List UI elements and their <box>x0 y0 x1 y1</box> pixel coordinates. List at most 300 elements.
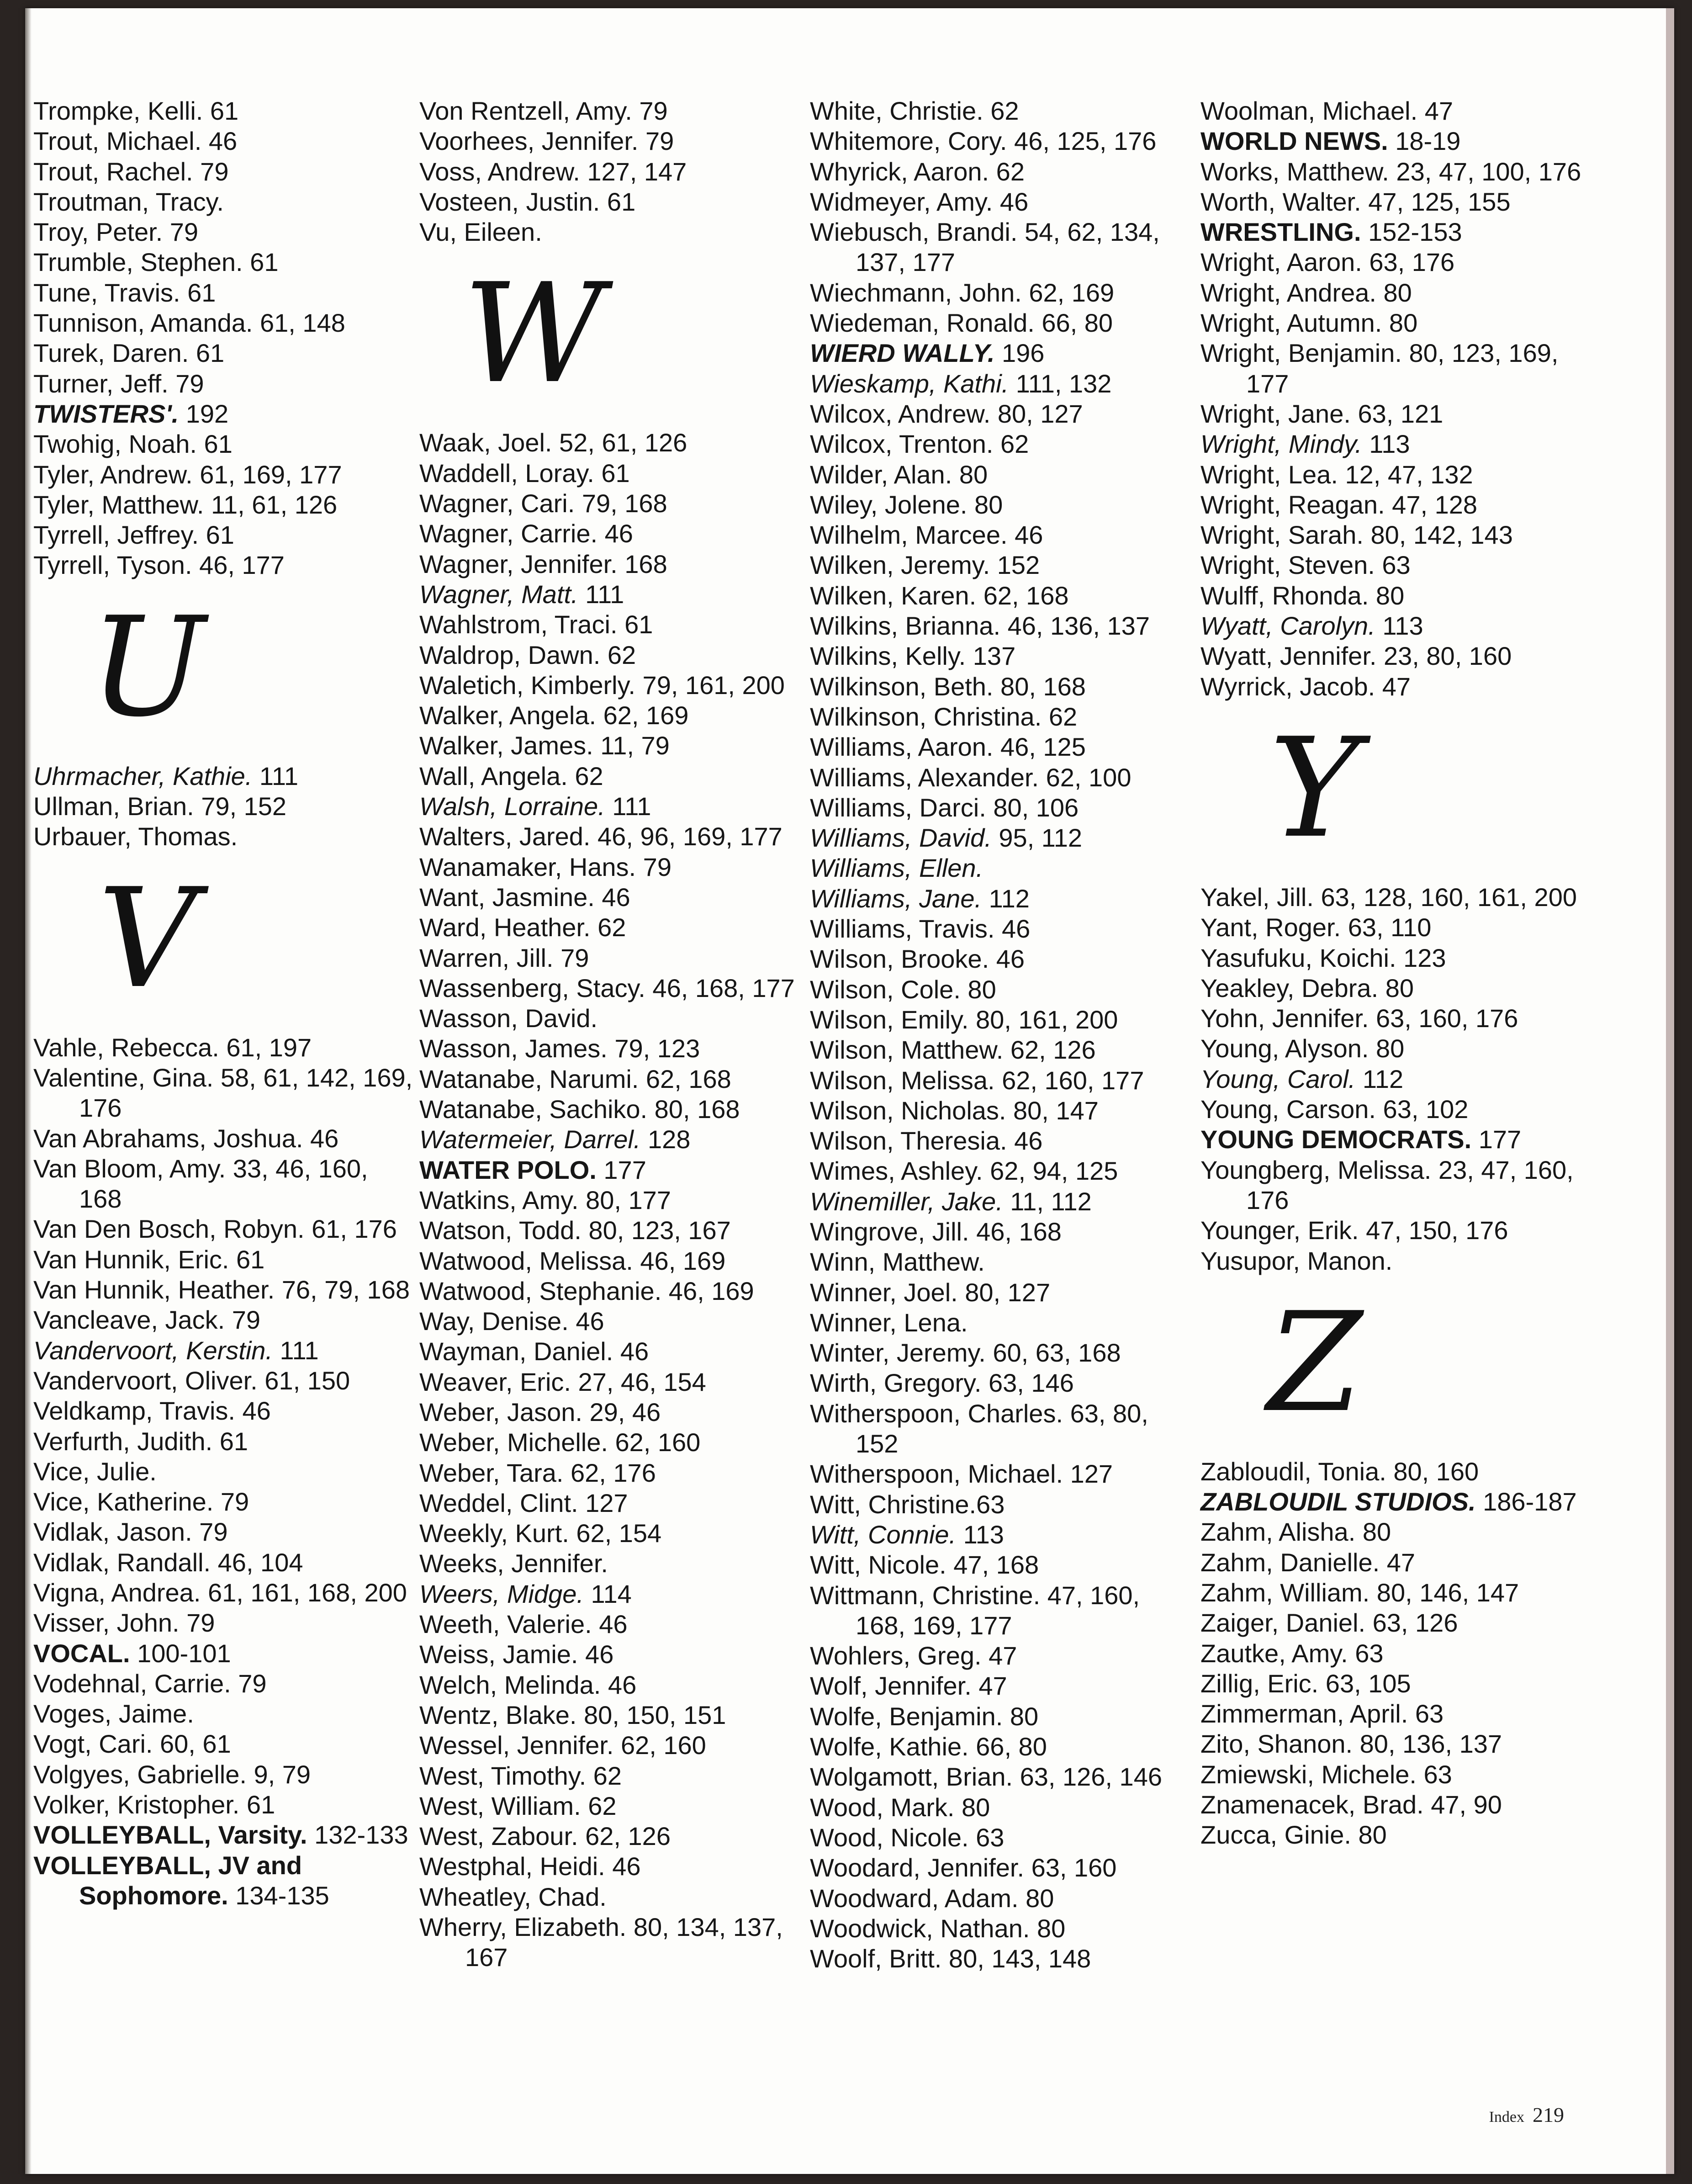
entry-text: Vahle, Rebecca. 61, 197 <box>33 1033 312 1062</box>
entry-text: Volgyes, Gabrielle. 9, 79 <box>33 1760 311 1789</box>
entry-text: Woolman, Michael. 47 <box>1200 96 1453 125</box>
entry-text: Young, Carson. 63, 102 <box>1200 1095 1469 1124</box>
index-entry <box>33 1245 417 1275</box>
entry-text: Wiedeman, Ronald. 66, 80 <box>810 308 1113 338</box>
index-entry <box>810 1520 1194 1550</box>
entry-text: Vodehnal, Carrie. 79 <box>33 1669 267 1698</box>
entry-text: Zucca, Ginie. 80 <box>1200 1820 1387 1850</box>
index-topic-entry <box>33 1638 417 1669</box>
entry-pages: 192 <box>185 399 229 428</box>
entry-text: Works, Matthew. 23, 47, 100, 176 <box>1200 157 1581 186</box>
index-entry <box>419 610 803 640</box>
entry-text: Tyrrell, Jeffrey. 61 <box>33 520 234 550</box>
entry-text: Wilcox, Andrew. 80, 127 <box>810 399 1083 428</box>
entry-text: Welch, Melinda. 46 <box>419 1670 637 1699</box>
index-entry <box>419 1488 803 1518</box>
index-entry <box>419 488 803 519</box>
entry-text: Trout, Michael. 46 <box>33 127 238 156</box>
index-entry <box>419 1276 803 1306</box>
index-entry <box>810 1792 1194 1823</box>
entry-text: Voges, Jaime. <box>33 1699 194 1728</box>
entry-pages: 132-133 <box>314 1820 408 1850</box>
index-entry <box>810 1156 1194 1186</box>
index-entry <box>1200 187 1584 217</box>
entry-text: Woodward, Adam. 80 <box>810 1883 1054 1913</box>
entry-text: Tyler, Andrew. 61, 169, 177 <box>33 460 342 489</box>
entry-text: Wiebusch, Brandi. 54, 62, 134, 137, 177 <box>810 217 1160 277</box>
entry-text: Wolfe, Benjamin. 80 <box>810 1702 1039 1731</box>
index-entry <box>1200 490 1584 520</box>
entry-text: Witt, Nicole. 47, 168 <box>810 1550 1039 1580</box>
entry-text: Wilson, Melissa. 62, 160, 177 <box>810 1065 1144 1095</box>
entry-text: Wilson, Emily. 80, 161, 200 <box>810 1005 1118 1034</box>
entry-text: Wright, Autumn. 80 <box>1200 308 1418 338</box>
index-entry <box>1200 1246 1584 1276</box>
index-entry <box>810 460 1194 490</box>
entry-text: Whyrick, Aaron. 62 <box>810 157 1025 186</box>
entry-text: Watermeier, Darrel. <box>419 1125 641 1154</box>
entry-text: VOCAL. <box>33 1638 130 1668</box>
entry-text: Waletich, Kimberly. 79, 161, 200 <box>419 670 785 700</box>
index-topic-entry <box>33 1820 417 1850</box>
index-entry <box>419 1821 803 1851</box>
index-entry <box>810 399 1194 429</box>
index-entry <box>419 1034 803 1064</box>
index-column-1 <box>33 96 417 1911</box>
index-entry <box>1200 460 1584 490</box>
entry-text: Znamenacek, Brad. 47, 90 <box>1200 1790 1502 1819</box>
entry-text: Weers, Midge. <box>419 1579 584 1608</box>
entry-text: Wiley, Jolene. 80 <box>810 490 1003 519</box>
index-entry <box>419 1064 803 1094</box>
index-entry <box>33 1214 417 1244</box>
entry-text: Wright, Benjamin. 80, 123, 169, 177 <box>1200 339 1559 398</box>
index-entry <box>1200 611 1584 641</box>
entry-text: Wayman, Daniel. 46 <box>419 1337 649 1366</box>
index-entry <box>33 550 417 580</box>
index-entry <box>810 1035 1194 1065</box>
entry-text: Wasson, James. 79, 123 <box>419 1034 700 1063</box>
index-entry <box>33 1124 417 1154</box>
index-entry <box>33 217 417 247</box>
index-entry <box>419 973 803 1003</box>
index-entry <box>419 187 803 217</box>
index-entry <box>1200 1638 1584 1669</box>
entry-text: Zito, Shanon. 80, 136, 137 <box>1200 1729 1502 1759</box>
index-entry <box>419 640 803 670</box>
entry-text: Witt, Christine.63 <box>810 1490 1005 1519</box>
index-entry <box>1200 1669 1584 1699</box>
index-entry <box>33 278 417 308</box>
entry-pages: 111 <box>612 792 651 821</box>
entry-text: Younger, Erik. 47, 150, 176 <box>1200 1216 1508 1245</box>
index-entry <box>419 731 803 761</box>
entry-text: Veldkamp, Travis. 46 <box>33 1396 271 1426</box>
entry-text: Trumble, Stephen. 61 <box>33 248 279 277</box>
entry-text: Weeth, Valerie. 46 <box>419 1610 628 1639</box>
entry-text: Van Bloom, Amy. 33, 46, 160, 168 <box>33 1154 368 1214</box>
entry-text: Winemiller, Jake. <box>810 1187 1003 1216</box>
entry-text: Wahlstrom, Traci. 61 <box>419 610 653 639</box>
entry-text: Vancleave, Jack. 79 <box>33 1305 261 1335</box>
index-entry <box>810 1217 1194 1247</box>
entry-text: Watanabe, Sachiko. 80, 168 <box>419 1095 740 1124</box>
index-entry <box>419 157 803 187</box>
entry-text: Wood, Nicole. 63 <box>810 1823 1005 1852</box>
index-entry <box>419 1246 803 1276</box>
entry-text: Widmeyer, Amy. 46 <box>810 187 1029 216</box>
entry-text: Weaver, Eric. 27, 46, 154 <box>419 1367 706 1396</box>
entry-text: Vosteen, Justin. 61 <box>419 187 636 216</box>
entry-pages: 111 <box>585 579 624 609</box>
entry-pages: 111 <box>280 1336 319 1365</box>
index-entry <box>810 1096 1194 1126</box>
index-entry <box>810 187 1194 217</box>
index-entry <box>1200 308 1584 338</box>
index-entry <box>33 157 417 187</box>
index-entry <box>810 702 1194 732</box>
entry-text: Wright, Reagan. 47, 128 <box>1200 490 1478 519</box>
index-entry <box>419 1003 803 1034</box>
entry-text: Ullman, Brian. 79, 152 <box>33 792 287 821</box>
entry-pages: 152-153 <box>1368 217 1462 247</box>
index-entry <box>810 1338 1194 1368</box>
index-entry <box>33 1426 417 1457</box>
index-column-2 <box>419 96 803 1973</box>
index-entry <box>1200 247 1584 277</box>
index-entry <box>33 1578 417 1608</box>
entry-text: Want, Jasmine. 46 <box>419 882 630 912</box>
index-entry <box>810 429 1194 459</box>
entry-text: Yohn, Jennifer. 63, 160, 176 <box>1200 1004 1518 1033</box>
entry-text: West, Zabour. 62, 126 <box>419 1822 671 1851</box>
entry-text: Zautke, Amy. 63 <box>1200 1638 1384 1668</box>
index-column-4 <box>1200 96 1584 1850</box>
index-entry <box>33 187 417 217</box>
index-entry <box>419 791 803 822</box>
index-entry <box>810 1762 1194 1792</box>
index-entry <box>1200 1517 1584 1547</box>
index-entry <box>419 1912 803 1973</box>
entry-text: Winner, Lena. <box>810 1308 968 1337</box>
index-entry <box>33 460 417 490</box>
entry-text: Wagner, Cari. 79, 168 <box>419 489 667 518</box>
index-entry <box>419 1851 803 1882</box>
entry-text: Walsh, Lorraine. <box>419 792 605 821</box>
entry-text: Von Rentzell, Amy. 79 <box>419 96 668 125</box>
entry-text: Van Hunnik, Heather. 76, 79, 168 <box>33 1275 410 1304</box>
entry-text: Wilson, Matthew. 62, 126 <box>810 1035 1096 1065</box>
entry-text: Williams, David. <box>810 823 992 853</box>
index-entry <box>810 1399 1194 1459</box>
index-entry <box>810 1732 1194 1762</box>
entry-text: Volker, Kristopher. 61 <box>33 1790 275 1819</box>
index-entry <box>810 914 1194 944</box>
entry-text: Wilson, Nicholas. 80, 147 <box>810 1096 1099 1125</box>
index-entry <box>419 1518 803 1548</box>
index-entry <box>1200 1760 1584 1790</box>
entry-text: TWISTERS'. <box>33 399 179 428</box>
entry-text: Yasufuku, Koichi. 123 <box>1200 943 1446 972</box>
entry-text: WRESTLING. <box>1200 217 1361 247</box>
entry-text: VOLLEYBALL, JV and Sophomore. <box>33 1850 302 1910</box>
entry-pages: 114 <box>591 1579 632 1608</box>
index-topic-entry <box>1200 1124 1584 1155</box>
entry-text: Winter, Jeremy. 60, 63, 168 <box>810 1338 1121 1368</box>
index-entry <box>1200 943 1584 973</box>
entry-text: Wilkinson, Christina. 62 <box>810 702 1078 731</box>
index-entry <box>33 126 417 156</box>
entry-text: Williams, Alexander. 62, 100 <box>810 763 1132 792</box>
index-entry <box>419 1579 803 1609</box>
index-entry <box>33 1366 417 1396</box>
entry-pages: 111, 132 <box>1015 369 1112 398</box>
entry-text: Witt, Connie. <box>810 1520 957 1549</box>
entry-text: Van Hunnik, Eric. 61 <box>33 1245 265 1274</box>
index-entry <box>1200 278 1584 308</box>
index-entry <box>810 732 1194 762</box>
index-entry <box>810 157 1194 187</box>
index-entry <box>33 308 417 338</box>
entry-text: Youngberg, Melissa. 23, 47, 160, 176 <box>1200 1155 1574 1214</box>
index-entry <box>419 1215 803 1246</box>
index-entry <box>1200 1003 1584 1034</box>
index-entry <box>33 490 417 520</box>
entry-text: Wood, Mark. 80 <box>810 1792 990 1822</box>
index-entry <box>419 549 803 579</box>
section-letter: Z <box>1267 1283 1363 1442</box>
index-entry <box>810 1914 1194 1944</box>
entry-pages: 128 <box>647 1125 691 1154</box>
index-topic-entry <box>1200 1487 1584 1517</box>
entry-text: Williams, Ellen. <box>810 853 983 883</box>
index-entry <box>33 1548 417 1578</box>
index-entry <box>810 1823 1194 1853</box>
entry-text: Woolf, Britt. 80, 143, 148 <box>810 1944 1091 1973</box>
entry-text: Williams, Darci. 80, 106 <box>810 793 1079 822</box>
index-entry <box>33 1517 417 1547</box>
entry-text: WORLD NEWS. <box>1200 127 1388 156</box>
index-entry <box>1200 338 1584 399</box>
entry-text: Wheatley, Chad. <box>419 1882 607 1911</box>
index-entry <box>419 1427 803 1458</box>
entry-pages: 113 <box>963 1520 1004 1549</box>
index-entry <box>810 1459 1194 1489</box>
entry-text: Wiechmann, John. 62, 169 <box>810 278 1115 307</box>
index-entry <box>419 670 803 700</box>
entry-text: Tunnison, Amanda. 61, 148 <box>33 308 345 338</box>
entry-text: Vidlak, Randall. 46, 104 <box>33 1548 303 1577</box>
entry-text: Wyatt, Carolyn. <box>1200 611 1375 641</box>
entry-pages: 177 <box>1478 1125 1522 1154</box>
entry-text: Verfurth, Judith. 61 <box>33 1426 249 1456</box>
entry-text: Zillig, Eric. 63, 105 <box>1200 1669 1411 1698</box>
index-entry <box>810 1490 1194 1520</box>
index-entry <box>33 1396 417 1426</box>
index-entry <box>1200 1699 1584 1729</box>
index-entry <box>1200 1155 1584 1216</box>
index-entry <box>810 520 1194 550</box>
entry-text: Vandervoort, Oliver. 61, 150 <box>33 1366 350 1395</box>
index-entry <box>810 853 1194 883</box>
entry-text: Uhrmacher, Kathie. <box>33 761 253 790</box>
index-entry <box>33 761 417 791</box>
index-entry <box>419 761 803 791</box>
index-entry <box>33 1154 417 1214</box>
index-entry <box>810 1580 1194 1641</box>
index-entry <box>810 1308 1194 1338</box>
entry-text: Ward, Heather. 62 <box>419 913 626 942</box>
index-entry <box>810 1671 1194 1701</box>
entry-text: Wherry, Elizabeth. 80, 134, 137, 167 <box>419 1913 783 1972</box>
index-entry <box>810 1368 1194 1398</box>
entry-text: Wohlers, Greg. 47 <box>810 1641 1017 1670</box>
entry-text: Wolgamott, Brian. 63, 126, 146 <box>810 1762 1162 1792</box>
entry-text: Witherspoon, Charles. 63, 80, 152 <box>810 1399 1148 1458</box>
entry-text: Vidlak, Jason. 79 <box>33 1517 228 1547</box>
index-entry <box>1200 912 1584 943</box>
index-topic-entry <box>33 1850 417 1911</box>
entry-text: Watwood, Melissa. 46, 169 <box>419 1246 726 1275</box>
entry-text: Van Den Bosch, Robyn. 61, 176 <box>33 1214 397 1244</box>
entry-text: Walters, Jared. 46, 96, 169, 177 <box>419 822 783 851</box>
entry-text: Wilken, Karen. 62, 168 <box>810 581 1069 610</box>
entry-text: Wulff, Rhonda. 80 <box>1200 581 1405 610</box>
index-entry <box>810 1550 1194 1580</box>
entry-text: Worth, Walter. 47, 125, 155 <box>1200 187 1511 216</box>
index-entry <box>419 882 803 912</box>
entry-text: Turner, Jeff. 79 <box>33 369 204 398</box>
entry-text: Wolf, Jennifer. 47 <box>810 1671 1007 1701</box>
entry-text: Tyler, Matthew. 11, 61, 126 <box>33 490 338 519</box>
index-entry <box>1200 399 1584 429</box>
index-entry <box>1200 429 1584 459</box>
index-topic-entry <box>810 338 1194 368</box>
entry-text: Woodwick, Nathan. 80 <box>810 1914 1066 1943</box>
entry-text: Weddel, Clint. 127 <box>419 1488 628 1517</box>
entry-text: Urbauer, Thomas. <box>33 822 238 851</box>
index-entry <box>810 550 1194 580</box>
index-entry <box>419 1791 803 1821</box>
entry-text: Wilkins, Kelly. 137 <box>810 641 1016 671</box>
index-entry <box>419 1367 803 1397</box>
entry-text: Voss, Andrew. 127, 147 <box>419 157 687 186</box>
entry-text: Wilder, Alan. 80 <box>810 460 988 489</box>
entry-text: Whitemore, Cory. 46, 125, 176 <box>810 127 1157 156</box>
entry-text: Wright, Sarah. 80, 142, 143 <box>1200 520 1513 550</box>
entry-text: Young, Alyson. 80 <box>1200 1034 1405 1063</box>
index-topic-entry <box>33 399 417 429</box>
index-entry <box>33 822 417 852</box>
index-entry <box>810 1853 1194 1883</box>
index-entry <box>419 1458 803 1488</box>
index-entry <box>33 1457 417 1487</box>
entry-text: Wassenberg, Stacy. 46, 168, 177 <box>419 973 795 1002</box>
section-letter: Y <box>1269 708 1360 868</box>
entry-text: Turek, Daren. 61 <box>33 339 225 368</box>
index-topic-entry <box>1200 126 1584 156</box>
entry-text: Weeks, Jennifer. <box>419 1549 608 1578</box>
page-edge <box>1666 8 1674 2174</box>
index-entry <box>33 1699 417 1729</box>
entry-text: Zahm, Alisha. 80 <box>1200 1517 1391 1547</box>
entry-text: Van Abrahams, Joshua. 46 <box>33 1124 339 1153</box>
index-entry <box>810 1126 1194 1156</box>
index-entry <box>33 1669 417 1699</box>
index-entry <box>810 278 1194 308</box>
index-entry <box>810 369 1194 399</box>
index-entry <box>419 428 803 458</box>
entry-text: Zimmerman, April. 63 <box>1200 1699 1444 1728</box>
index-entry <box>810 308 1194 338</box>
index-entry <box>33 96 417 126</box>
index-entry <box>810 641 1194 671</box>
entry-text: Wall, Angela. 62 <box>419 761 603 790</box>
index-entry <box>810 793 1194 823</box>
index-entry <box>810 944 1194 974</box>
entry-text: Walker, James. 11, 79 <box>419 731 670 760</box>
entry-text: Tyrrell, Tyson. 46, 177 <box>33 551 285 580</box>
entry-text: Williams, Aaron. 46, 125 <box>810 732 1086 762</box>
index-entry <box>419 1882 803 1912</box>
index-column-3 <box>810 96 1194 1974</box>
entry-text: Vu, Eileen. <box>419 217 542 247</box>
index-topic-entry <box>419 1155 803 1185</box>
entry-text: Watanabe, Narumi. 62, 168 <box>419 1064 731 1093</box>
index-entry <box>33 429 417 459</box>
entry-text: Yeakley, Debra. 80 <box>1200 973 1414 1002</box>
index-entry <box>33 1729 417 1759</box>
index-entry <box>1200 1034 1584 1064</box>
index-entry <box>419 1185 803 1215</box>
entry-text: Walker, Angela. 62, 169 <box>419 701 689 730</box>
entry-text: Zmiewski, Michele. 63 <box>1200 1760 1452 1789</box>
entry-text: West, William. 62 <box>419 1791 617 1820</box>
index-entry <box>810 672 1194 702</box>
entry-pages: 112 <box>989 884 1030 913</box>
entry-pages: 100-101 <box>137 1638 231 1668</box>
index-entry <box>810 975 1194 1005</box>
entry-text: Weekly, Kurt. 62, 154 <box>419 1519 662 1548</box>
entry-text: Westphal, Heidi. 46 <box>419 1852 641 1881</box>
entry-text: Wright, Steven. 63 <box>1200 551 1411 580</box>
entry-text: Vice, Julie. <box>33 1457 157 1486</box>
entry-text: WATER POLO. <box>419 1155 597 1184</box>
page-footer <box>1489 2103 1564 2127</box>
index-entry <box>1200 1215 1584 1246</box>
index-entry <box>419 1670 803 1700</box>
entry-text: Williams, Travis. 46 <box>810 914 1031 944</box>
index-entry <box>1200 1729 1584 1759</box>
entry-text: Wentz, Blake. 80, 150, 151 <box>419 1700 726 1729</box>
index-entry <box>33 338 417 368</box>
index-entry <box>33 1275 417 1305</box>
entry-text: WIERD WALLY. <box>810 339 995 368</box>
entry-text: White, Christie. 62 <box>810 96 1019 125</box>
entry-text: West, Timothy. 62 <box>419 1761 622 1790</box>
entry-text: Wright, Jane. 63, 121 <box>1200 399 1443 428</box>
entry-text: Young, Carol. <box>1200 1064 1356 1093</box>
index-entry <box>33 1033 417 1063</box>
index-entry <box>810 1278 1194 1308</box>
entry-text: Waddell, Loray. 61 <box>419 458 630 488</box>
entry-text: Wright, Mindy. <box>1200 429 1362 459</box>
entry-text: Wanamaker, Hans. 79 <box>419 852 672 881</box>
entry-text: Wessel, Jennifer. 62, 160 <box>419 1731 706 1760</box>
entry-text: Weiss, Jamie. 46 <box>419 1640 614 1669</box>
index-entry <box>810 1187 1194 1217</box>
entry-text: Yant, Roger. 63, 110 <box>1200 913 1432 942</box>
